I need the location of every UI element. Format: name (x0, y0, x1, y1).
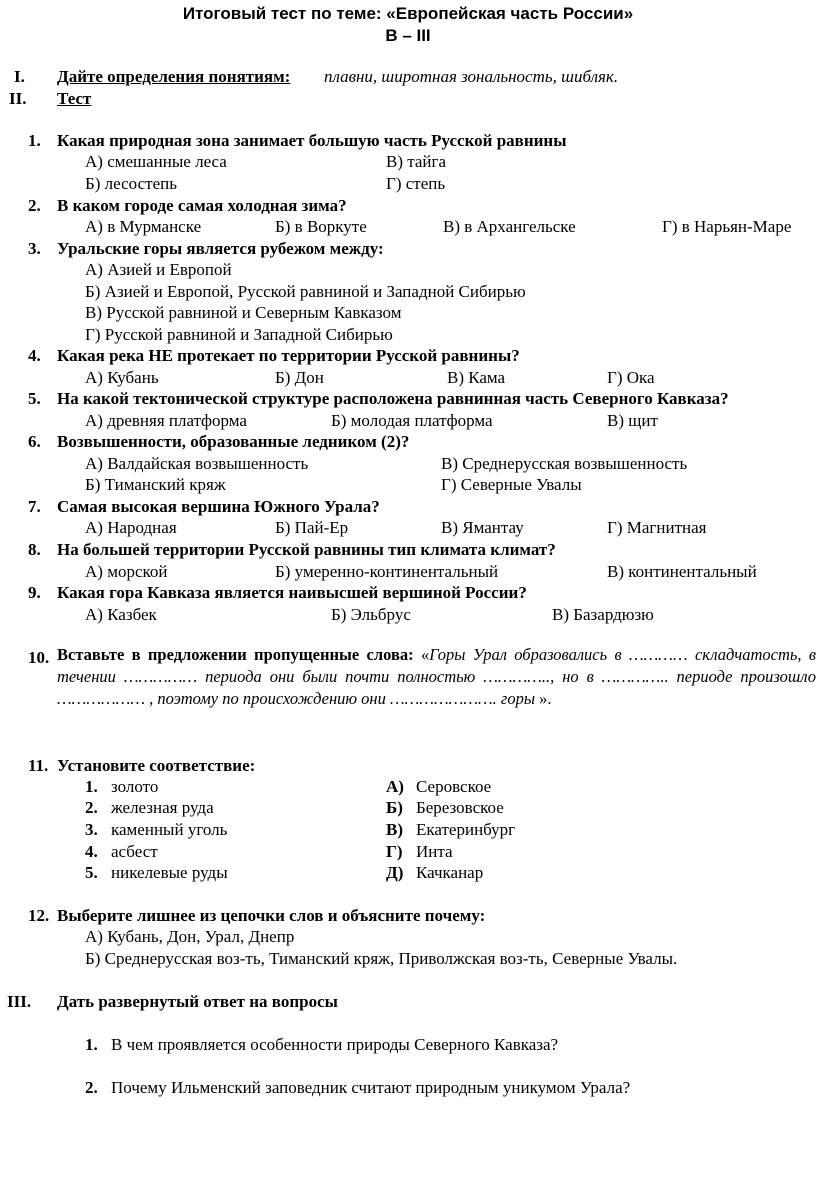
question-8-option-v: В) континентальный (607, 562, 757, 581)
question-7-option-b: Б) Пай-Ер (275, 518, 349, 537)
question-9-option-b: Б) Эльбрус (331, 605, 411, 624)
question-9-text: Какая гора Кавказа является наивысшей вершиной России? (57, 583, 527, 602)
question-7-option-g: Г) Магнитная (607, 518, 707, 537)
match-left-number: 2. (85, 798, 98, 817)
question-10-open-quote: « (420, 645, 430, 664)
open-question-text: В чем проявляется особенности природы Северного Кавказа? (111, 1035, 559, 1054)
match-left-number: 3. (85, 820, 98, 839)
question-8-option-a: А) морской (85, 562, 168, 581)
question-10-close: ». (539, 689, 552, 708)
match-right-letter: А) (386, 777, 404, 796)
question-7-number: 7. (28, 497, 41, 516)
question-6-option-g: Г) Северные Увалы (441, 475, 582, 494)
section-1-terms: плавни, широтная зональность, шибляк. (324, 67, 619, 86)
question-7-text: Самая высокая вершина Южного Урала? (57, 497, 380, 516)
question-5-option-b: Б) молодая платформа (331, 411, 493, 430)
question-1-option-g: Г) степь (386, 174, 446, 193)
question-10-number: 10. (28, 648, 50, 667)
question-4-number: 4. (28, 346, 41, 365)
section-1-number: I. (14, 67, 25, 86)
question-6-option-b: Б) Тиманский кряж (85, 475, 226, 494)
match-left-item: железная руда (111, 798, 214, 817)
match-left-item: никелевые руды (111, 863, 228, 882)
question-7-option-a: А) Народная (85, 518, 177, 537)
question-4-text: Какая река НЕ протекает по территории Русской равнины? (57, 346, 520, 365)
section-3-number: III. (7, 992, 32, 1011)
question-2-number: 2. (28, 196, 41, 215)
question-10-text: Горы Урал образовались в ………… складчатость, в течении …………… периода они были почти полностью ………….., но в ………….. периоде произошло ……………… , поэтому по происхождению они …………………. горы (57, 645, 816, 708)
question-6-option-a: А) Валдайская возвышенность (85, 454, 309, 473)
question-1-number: 1. (28, 131, 41, 150)
question-2-text: В каком городе самая холодная зима? (57, 196, 347, 215)
question-6-text: Возвышенности, образованные ледником (2)? (57, 432, 410, 451)
question-2-option-g: Г) в Нарьян-Маре (662, 217, 792, 236)
variant-label: В – III (385, 26, 431, 45)
question-10-label: Вставьте в предложении пропущенные слова: (57, 645, 414, 664)
page-title: Итоговый тест по теме: «Европейская часть России» (182, 4, 634, 23)
question-4-option-v: В) Кама (447, 368, 506, 387)
question-8-number: 8. (28, 540, 41, 559)
question-9-number: 9. (28, 583, 41, 602)
question-3-option-b: Б) Азией и Европой, Русской равниной и Западной Сибирью (85, 282, 526, 301)
question-5-text: На какой тектонической структуре расположена равнинная часть Северного Кавказа? (57, 389, 729, 408)
match-right-item: Екатеринбург (416, 820, 516, 839)
section-1-label: Дайте определения понятиям: (57, 67, 291, 86)
match-right-item: Инта (416, 842, 453, 861)
question-12-option-b: Б) Среднерусская воз-ть, Тиманский кряж, Приволжская воз-ть, Северные Увалы. (85, 949, 678, 968)
question-12-text: Выберите лишнее из цепочки слов и объясните почему: (57, 906, 486, 925)
match-left-item: каменный уголь (111, 820, 228, 839)
question-8-text: На большей территории Русской равнины тип климата климат? (57, 540, 556, 559)
match-left-number: 4. (85, 842, 98, 861)
question-3-number: 3. (28, 239, 41, 258)
question-12-option-a: А) Кубань, Дон, Урал, Днепр (85, 927, 295, 946)
question-5-option-a: А) древняя платформа (85, 411, 247, 430)
match-left-number: 1. (85, 777, 98, 796)
open-question-number: 1. (85, 1035, 98, 1054)
question-11-number: 11. (28, 756, 49, 775)
question-2-option-v: В) в Архангельске (443, 217, 576, 236)
question-3-option-v: В) Русской равниной и Северным Кавказом (85, 303, 402, 322)
question-9-option-v: В) Базардюзю (552, 605, 654, 624)
match-right-letter: Г) (386, 842, 403, 861)
question-6-option-v: В) Среднерусская возвышенность (441, 454, 688, 473)
question-7-option-v: В) Ямантау (441, 518, 524, 537)
match-right-letter: Б) (386, 798, 403, 817)
question-3-option-g: Г) Русской равниной и Западной Сибирью (85, 325, 393, 344)
match-left-item: золото (111, 777, 159, 796)
question-6-number: 6. (28, 432, 41, 451)
question-10-paragraph (57, 644, 816, 710)
question-5-option-v: В) щит (607, 411, 658, 430)
question-2-option-b: Б) в Воркуте (275, 217, 367, 236)
match-right-item: Серовское (416, 777, 492, 796)
match-left-number: 5. (85, 863, 98, 882)
question-4-option-a: А) Кубань (85, 368, 159, 387)
question-8-option-b: Б) умеренно-континентальный (275, 562, 499, 581)
question-11-text: Установите соответствие: (57, 756, 256, 775)
question-4-option-b: Б) Дон (275, 368, 324, 387)
question-2-option-a: А) в Мурманске (85, 217, 202, 236)
match-right-item: Качканар (416, 863, 484, 882)
question-5-number: 5. (28, 389, 41, 408)
question-1-text: Какая природная зона занимает большую часть Русской равнины (57, 131, 567, 150)
question-1-option-a: А) смешанные леса (85, 152, 227, 171)
open-question-number: 2. (85, 1078, 98, 1097)
match-right-letter: Д) (386, 863, 404, 882)
match-right-letter: В) (386, 820, 403, 839)
match-left-item: асбест (111, 842, 158, 861)
question-1-option-b: Б) лесостепь (85, 174, 177, 193)
question-3-text: Уральские горы является рубежом между: (57, 239, 384, 258)
open-question-text: Почему Ильменский заповедник считают природным уникумом Урала? (111, 1078, 631, 1097)
section-2-label: Тест (57, 89, 92, 108)
match-right-item: Березовское (416, 798, 504, 817)
section-3-label: Дать развернутый ответ на вопросы (57, 992, 338, 1011)
question-3-option-a: А) Азией и Европой (85, 260, 232, 279)
question-12-number: 12. (28, 906, 50, 925)
question-1-option-v: В) тайга (386, 152, 447, 171)
question-9-option-a: А) Казбек (85, 605, 157, 624)
section-2-number: II. (9, 89, 27, 108)
question-4-option-g: Г) Ока (607, 368, 655, 387)
